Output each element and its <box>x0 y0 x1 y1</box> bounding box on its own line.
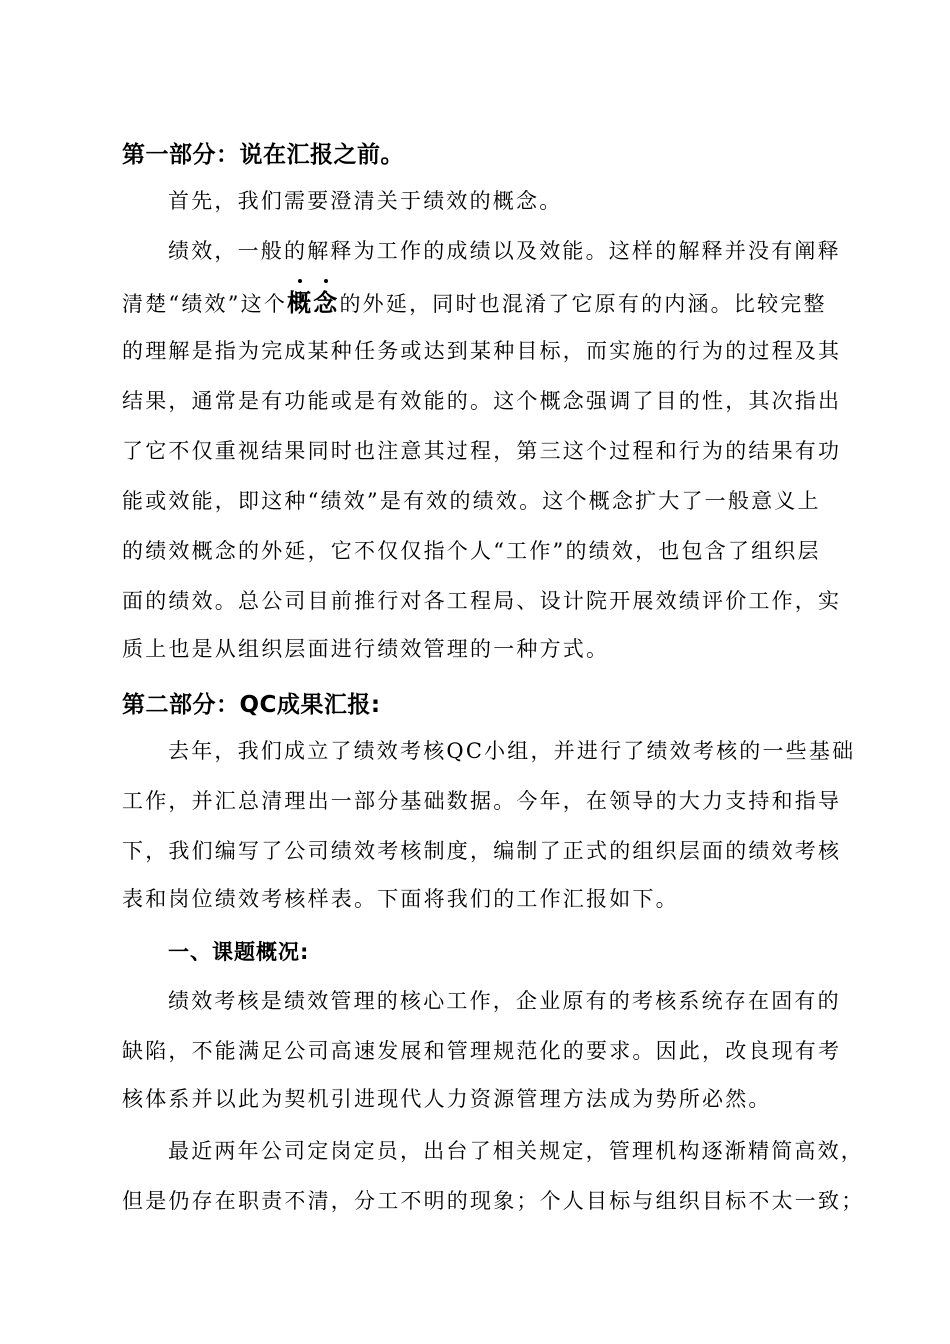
emphasis-char: 概 <box>287 289 314 317</box>
paragraph-line: 的绩效概念的外延，它不仅仅指个人“工作”的绩效，也包含了组织层 <box>122 539 821 563</box>
line-prefix: 清楚“绩效”这个 <box>122 292 288 316</box>
paragraph-line: 缺陷，不能满足公司高速发展和管理规范化的要求。因此，改良现有考 <box>122 1039 842 1063</box>
paragraph-line: 能或效能，即这种“绩效”是有效的绩效。这个概念扩大了一般意义上 <box>122 489 821 513</box>
line-suffix: 的外延，同时也混淆了它原有的内涵。比较完整 <box>339 292 827 316</box>
paragraph-line: 表和岗位绩效考核样表。下面将我们的工作汇报如下。 <box>122 887 679 911</box>
paragraph-line: 最近两年公司定岗定员，出台了相关规定，管理机构逐渐精简高效， <box>168 1139 864 1163</box>
paragraph-line: 了它不仅重视结果同时也注意其过程，第三这个过程和行为的结果有功 <box>122 439 842 463</box>
section-1-heading: 第一部分：说在汇报之前。 <box>122 142 404 168</box>
emphasized-word <box>287 289 339 317</box>
paragraph-line: 质上也是从组织层面进行绩效管理的一种方式。 <box>122 637 610 661</box>
paragraph-line: 首先，我们需要澄清关于绩效的概念。 <box>168 189 563 213</box>
paragraph-line: 的理解是指为完成某种任务或达到某种目标，而实施的行为的过程及其 <box>122 339 842 363</box>
paragraph-line: 绩效考核是绩效管理的核心工作，企业原有的考核系统存在固有的 <box>168 989 841 1013</box>
paragraph-line-with-emphasis <box>122 288 827 319</box>
section-2-heading: 第二部分：QC成果汇报: <box>122 692 381 718</box>
paragraph-line: 绩效，一般的解释为工作的成绩以及效能。这样的解释并没有阐释 <box>168 239 841 263</box>
paragraph-line: 工作，并汇总清理出一部分基础数据。今年，在领导的大力支持和指导 <box>122 789 842 813</box>
paragraph-line: 面的绩效。总公司目前推行对各工程局、设计院开展效绩评价工作，实 <box>122 589 842 613</box>
paragraph-line: 去年，我们成立了绩效考核QC小组，并进行了绩效考核的一些基础 <box>168 739 856 763</box>
paragraph-line: 下，我们编写了公司绩效考核制度，编制了正式的组织层面的绩效考核 <box>122 839 842 863</box>
emphasis-char: 念 <box>313 289 340 317</box>
paragraph-line: 核体系并以此为契机引进现代人力资源管理方法成为势所必然。 <box>122 1087 772 1111</box>
sub-heading: 一、课题概况: <box>168 940 310 964</box>
paragraph-line: 但是仍存在职责不清，分工不明的现象；个人目标与组织目标不太一致； <box>122 1189 865 1213</box>
paragraph-line: 结果，通常是有功能或是有效能的。这个概念强调了目的性，其次指出 <box>122 389 842 413</box>
